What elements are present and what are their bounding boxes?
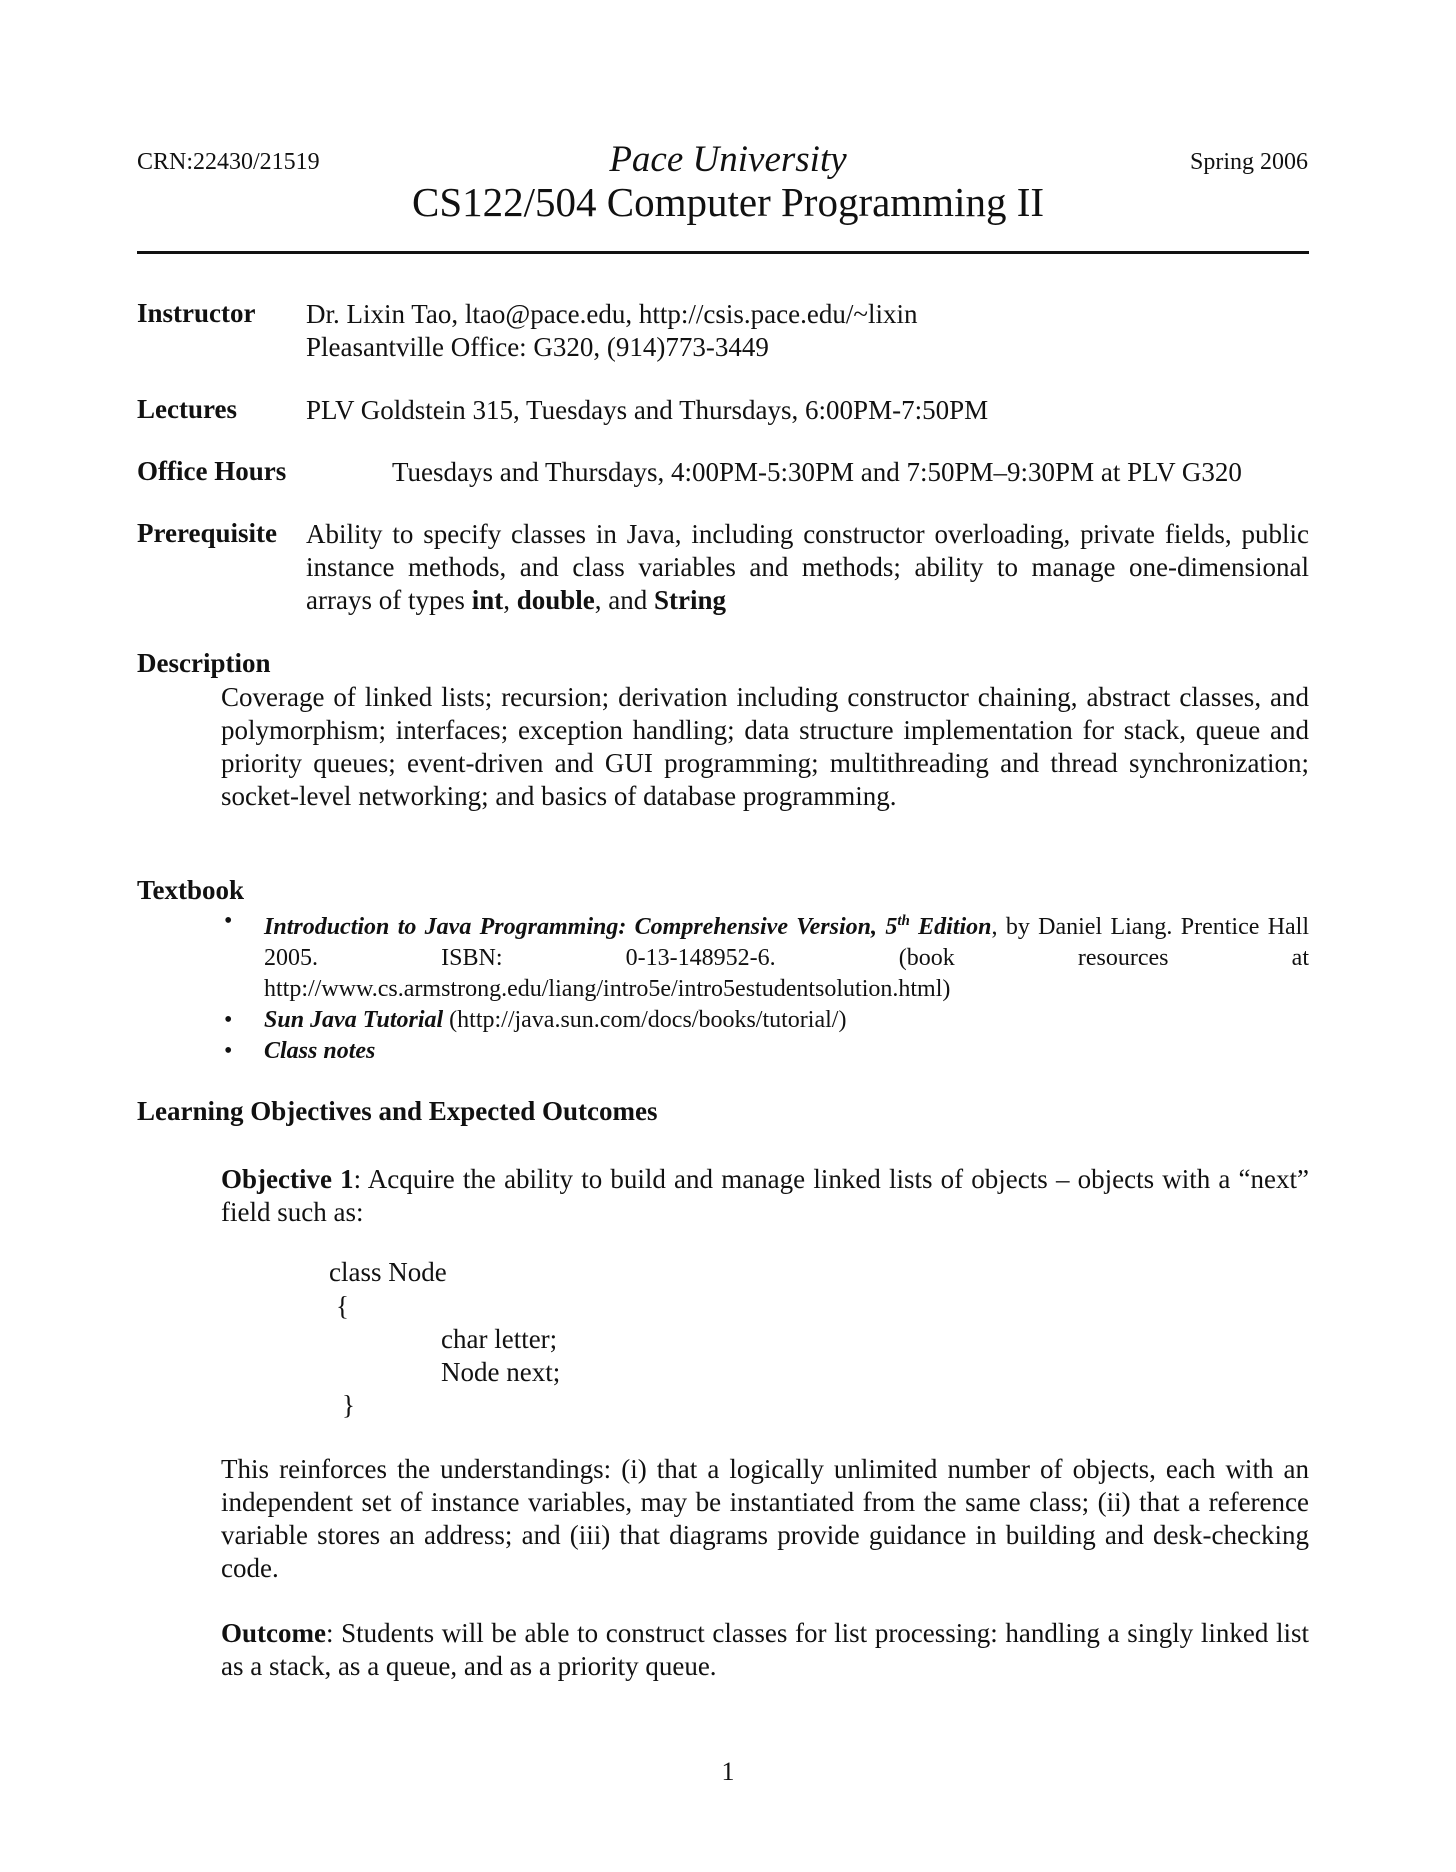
book-details: , by Daniel Liang. Prentice Hall 2005. ISBN: 0-13-148952-6. (book resources at http://www.cs.armstrong.edu/liang/intro5e/intro5estudentsolution.html) (264, 914, 1310, 1002)
edition-superscript: th (897, 913, 910, 929)
textbook-item (221, 906, 1309, 1005)
edition-label: Edition (909, 914, 992, 940)
code-field-letter: char letter; (441, 1324, 558, 1354)
bullet: • (224, 1038, 233, 1064)
prerequisite-body: Ability to specify classes in Java, including constructor overloading, private fields, public instance methods, and class variables and methods; ability to manage one-dimensional arrays of types (306, 519, 1309, 615)
type-int: int (471, 585, 504, 615)
instructor-contact: Dr. Lixin Tao, ltao@pace.edu, http://csis.pace.edu/~lixin (306, 299, 918, 329)
type-string: String (654, 585, 727, 615)
textbook-item (221, 1036, 1309, 1067)
crn-number: CRN:22430/21519 (137, 149, 320, 175)
bullet: • (224, 1007, 233, 1033)
office-hours-label: Office Hours (137, 456, 287, 486)
reinforce-paragraph: This reinforces the understandings: (i) that a logically unlimited number of objects, each with an independent set of instance variables, may be instantiated from the same class; (ii) that a reference variable stores an address; and (iii) that diagrams provide guidance in building and desk-checking code. (221, 1454, 1309, 1583)
prerequisite-label: Prerequisite (137, 518, 277, 548)
separator: , and (594, 585, 654, 615)
book-title: Introduction to Java Programming: Comprehensive Version, 5 (264, 914, 898, 940)
bullet: • (224, 908, 233, 934)
objective-1-text: : Acquire the ability to build and manage linked lists of objects – objects with a “next” field such as: (221, 1164, 1310, 1227)
outcome-label: Outcome (221, 1618, 326, 1648)
description-label: Description (137, 648, 271, 678)
office-hours-info: Tuesdays and Thursdays, 4:00PM-5:30PM and 7:50PM–9:30PM at PLV G320 (392, 457, 1242, 487)
lectures-label: Lectures (137, 394, 237, 424)
class-notes: Class notes (264, 1038, 376, 1064)
separator: , (503, 585, 517, 615)
term: Spring 2006 (1189, 149, 1308, 175)
code-open-brace: { (336, 1291, 349, 1321)
tutorial-title: Sun Java Tutorial (264, 1007, 444, 1033)
objective-1-label: Objective 1 (221, 1164, 354, 1194)
prerequisite-text (306, 518, 1309, 617)
page-number: 1 (721, 1757, 735, 1786)
description-text: Coverage of linked lists; recursion; derivation including constructor chaining, abstract classes, and polymorphism; interfaces; exception handling; data structure implementation for stack, queue and priority queues; event-driven and GUI programming; multithreading and thread synchronization; socket-level networking; and basics of database programming. (221, 682, 1309, 811)
code-close-brace: } (342, 1390, 355, 1420)
outcome-text: : Students will be able to construct classes for list processing: handling a singly linked list as a stack, as a queue, and as a priority queue. (221, 1618, 1309, 1681)
textbook-list (221, 906, 1309, 1067)
lectures-info: PLV Goldstein 315, Tuesdays and Thursdays, 6:00PM-7:50PM (306, 395, 989, 425)
outcome-paragraph (221, 1617, 1309, 1683)
course-title: CS122/504 Computer Programming II (411, 179, 1045, 225)
instructor-office: Pleasantville Office: G320, (914)773-3449 (306, 332, 769, 362)
university-name: Pace University (609, 139, 847, 180)
code-field-next: Node next; (441, 1357, 561, 1387)
textbook-item (221, 1005, 1309, 1036)
objectives-heading: Learning Objectives and Expected Outcomes (137, 1096, 658, 1126)
instructor-info (306, 298, 1309, 364)
instructor-label: Instructor (137, 298, 256, 328)
header-divider (137, 251, 1309, 254)
tutorial-url: (http://java.sun.com/docs/books/tutorial/) (443, 1007, 847, 1033)
type-double: double (516, 585, 595, 615)
textbook-label: Textbook (137, 875, 245, 905)
objective-1 (221, 1163, 1309, 1229)
code-class-decl: class Node (329, 1257, 447, 1287)
